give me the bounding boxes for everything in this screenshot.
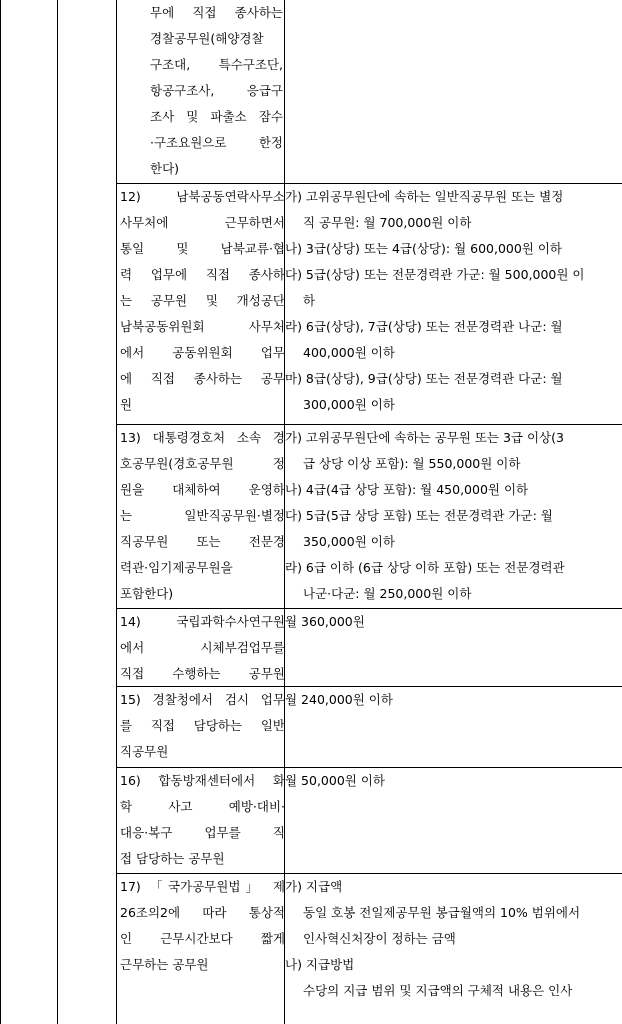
cell-line: 직공무원 bbox=[120, 744, 169, 759]
cell-line: 가) 고위공무원단에 속하는 공무원 또는 3급 이상(3 bbox=[285, 430, 564, 445]
cell-line: 직접 수행하는 공무원 bbox=[120, 666, 285, 681]
cell-line: 남북공동위원회 사무처 bbox=[120, 319, 285, 334]
cell-line: 급 상당 이상 포함): 월 550,000원 이하 bbox=[303, 456, 521, 471]
cell-line: 다) 5급(상당) 또는 전문경력관 가군: 월 500,000원 이 bbox=[285, 267, 585, 282]
cell-line: 근무하는 공무원 bbox=[120, 957, 209, 972]
cell-line: 라) 6급 이하 (6급 상당 이하 포함) 또는 전문경력관 bbox=[285, 560, 565, 575]
cell-line: 학 사고 예방·대비· bbox=[120, 799, 285, 814]
target-cell bbox=[120, 687, 285, 765]
cell-line: 에 직접 종사하는 공무 bbox=[120, 371, 285, 386]
cell-line: 16) 합동방재센터에서 화 bbox=[120, 773, 285, 788]
amount-cell bbox=[285, 687, 620, 713]
cell-line: 에서 시체부검업무를 bbox=[120, 640, 285, 655]
cell-line: 대응·복구 업무를 직 bbox=[120, 825, 285, 840]
amount-cell bbox=[285, 184, 620, 418]
cell-line: 조사 및 파출소 잠수 bbox=[150, 109, 283, 124]
target-cell bbox=[120, 425, 285, 607]
cell-line: 가) 지급액 bbox=[285, 879, 343, 894]
cell-line: 원을 대체하여 운영하 bbox=[120, 482, 285, 497]
cell-line: 인사혁신처장이 정하는 금액 bbox=[303, 931, 456, 946]
cell-line: 마) 8급(상당), 9급(상당) 또는 전문경력관 다군: 월 bbox=[285, 371, 563, 386]
cell-line: 월 50,000원 이하 bbox=[285, 773, 385, 788]
table-border-left bbox=[0, 0, 1, 1024]
target-cell bbox=[120, 184, 285, 418]
cell-line: 나군·다군: 월 250,000원 이하 bbox=[303, 586, 472, 601]
cell-line: 력 업무에 직접 종사하 bbox=[120, 267, 285, 282]
cell-line: 월 240,000원 이하 bbox=[285, 692, 393, 707]
target-cell bbox=[120, 768, 285, 872]
cell-line: 는 일반직공무원·별정 bbox=[120, 508, 285, 523]
amount-cell bbox=[285, 609, 620, 635]
cell-line: 는 공무원 및 개성공단 bbox=[120, 293, 285, 308]
cell-line: 17) 「국가공무원법」 제 bbox=[120, 879, 285, 894]
cell-line: 13) 대통령경호처 소속 경 bbox=[120, 430, 285, 445]
cell-line: 라) 6급(상당), 7급(상당) 또는 전문경력관 나군: 월 bbox=[285, 319, 563, 334]
cell-line: 항공구조사, 응급구 bbox=[150, 83, 283, 98]
cell-line: 무에 직접 종사하는 bbox=[150, 5, 283, 20]
cell-line: 400,000원 이하 bbox=[303, 345, 395, 360]
cell-line: 직 공무원: 월 700,000원 이하 bbox=[303, 215, 472, 230]
amount-cell bbox=[285, 874, 620, 1004]
cell-line: 다) 5급(5급 상당 포함) 또는 전문경력관 가군: 월 bbox=[285, 508, 553, 523]
cell-line: 에서 공동위원회 업무 bbox=[120, 345, 285, 360]
cell-line: 300,000원 이하 bbox=[303, 397, 395, 412]
cell-line: 26조의2에 따라 통상적 bbox=[120, 905, 285, 920]
cell-line: 경찰공무원(해양경찰 bbox=[150, 31, 264, 46]
cell-line: 원 bbox=[120, 397, 133, 412]
cell-line: 나) 지급방법 bbox=[285, 957, 355, 972]
cell-line: 가) 고위공무원단에 속하는 일반직공무원 또는 별정 bbox=[285, 189, 564, 204]
cell-line: 14) 국립과학수사연구원 bbox=[120, 614, 285, 629]
target-cell bbox=[150, 0, 283, 182]
cell-line: 포함한다) bbox=[120, 586, 174, 601]
table-column-rule bbox=[57, 0, 58, 1024]
table-column-rule bbox=[116, 0, 117, 1024]
cell-line: 직공무원 또는 전문경 bbox=[120, 534, 285, 549]
cell-line: 15) 경찰청에서 검시 업무 bbox=[120, 692, 285, 707]
target-cell bbox=[120, 609, 285, 687]
cell-line: 12) 남북공동연락사무소 bbox=[120, 189, 285, 204]
amount-cell bbox=[285, 425, 620, 607]
cell-line: 를 직접 담당하는 일반 bbox=[120, 718, 285, 733]
cell-line: 통일 및 남북교류·협 bbox=[120, 241, 285, 256]
cell-line: 나) 3급(상당) 또는 4급(상당): 월 600,000원 이하 bbox=[285, 241, 563, 256]
cell-line: ·구조요원으로 한정 bbox=[150, 135, 283, 150]
cell-line: 호공무원(경호공무원 정 bbox=[120, 456, 285, 471]
cell-line: 사무처에 근무하면서 bbox=[120, 215, 285, 230]
cell-line: 350,000원 이하 bbox=[303, 534, 395, 549]
cell-line: 동일 호봉 전일제공무원 봉급월액의 10% 범위에서 bbox=[303, 905, 581, 920]
cell-line: 력관·임기제공무원을 bbox=[120, 560, 233, 575]
cell-line: 수당의 지급 범위 및 지급액의 구체적 내용은 인사 bbox=[303, 983, 573, 998]
target-cell bbox=[120, 874, 285, 978]
cell-line: 한다) bbox=[150, 161, 180, 176]
cell-line: 구조대, 특수구조단, bbox=[150, 57, 283, 72]
cell-line: 나) 4급(4급 상당 포함): 월 450,000원 이하 bbox=[285, 482, 529, 497]
cell-line: 접 담당하는 공무원 bbox=[120, 851, 225, 866]
cell-line: 인 근무시간보다 짧게 bbox=[120, 931, 285, 946]
cell-line: 하 bbox=[303, 293, 316, 308]
amount-cell bbox=[285, 768, 620, 794]
cell-line: 월 360,000원 bbox=[285, 614, 365, 629]
